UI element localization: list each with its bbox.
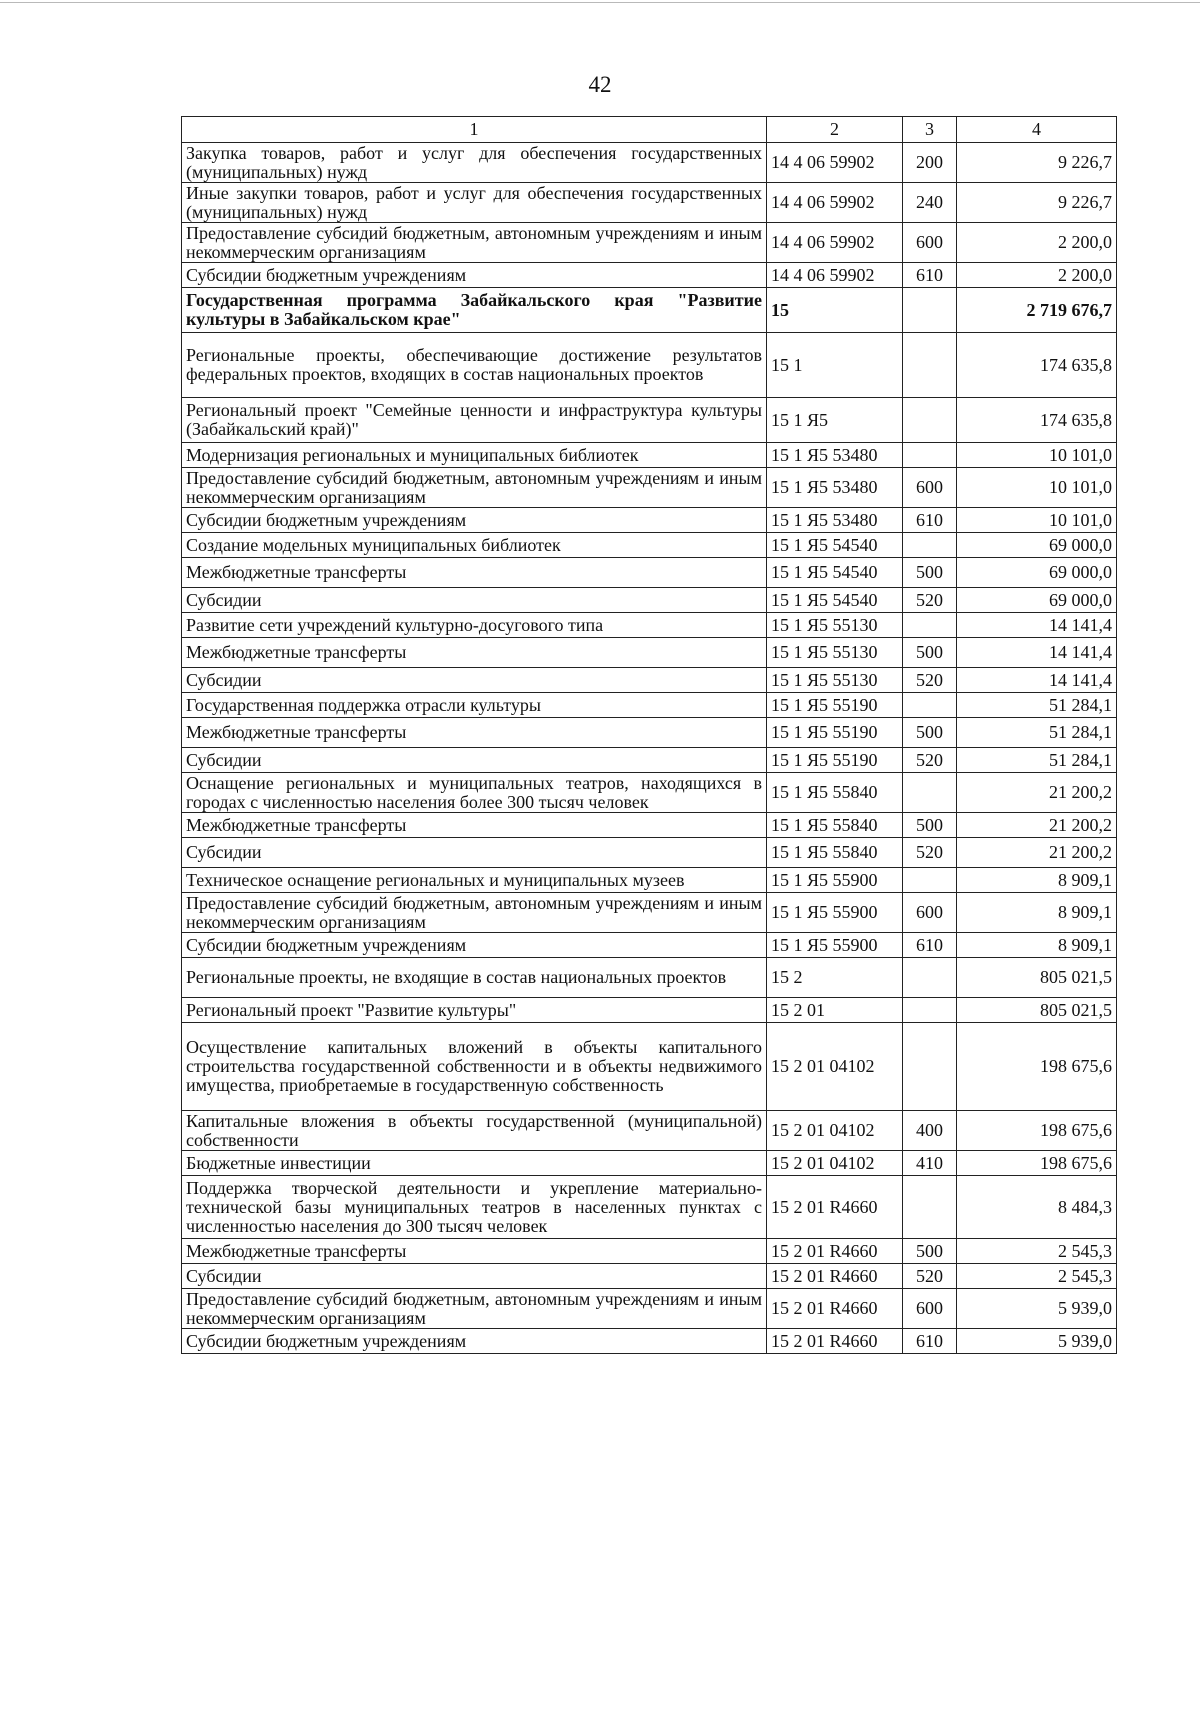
row-amount-cell: 51 284,1: [957, 718, 1117, 748]
row-expense-type-cell: 400: [903, 1111, 957, 1151]
row-code-cell: 15 1 Я5 55900: [767, 893, 903, 933]
row-name-cell: Создание модельных муниципальных библиотек: [182, 533, 767, 558]
row-code-cell: 15 2: [767, 958, 903, 998]
row-amount-cell: 174 635,8: [957, 333, 1117, 398]
table-row: [182, 718, 1117, 748]
table-row: [182, 1264, 1117, 1289]
row-amount-cell: 198 675,6: [957, 1151, 1117, 1176]
row-expense-type-cell: 520: [903, 668, 957, 693]
table-row: [182, 838, 1117, 868]
row-code-cell: 15 1 Я5 53480: [767, 508, 903, 533]
row-amount-cell: 10 101,0: [957, 508, 1117, 533]
row-name-cell: Предоставление субсидий бюджетным, автономным учреждениям и иным некоммерческим организациям: [182, 893, 767, 933]
row-expense-type-cell: 500: [903, 813, 957, 838]
table-row: [182, 1239, 1117, 1264]
row-code-cell: 15 2 01 R4660: [767, 1264, 903, 1289]
row-amount-cell: 5 939,0: [957, 1289, 1117, 1329]
row-code-cell: 15 2 01 04102: [767, 1023, 903, 1111]
row-name-cell: Субсидии: [182, 748, 767, 773]
row-code-cell: 15 1 Я5 55840: [767, 838, 903, 868]
row-name-cell: Техническое оснащение региональных и муниципальных музеев: [182, 868, 767, 893]
row-code-cell: 15 1 Я5 55130: [767, 638, 903, 668]
row-name-cell: Межбюджетные трансферты: [182, 638, 767, 668]
table-row: [182, 693, 1117, 718]
table-row: [182, 288, 1117, 333]
table-row: [182, 813, 1117, 838]
row-amount-cell: 9 226,7: [957, 143, 1117, 183]
row-code-cell: 15 1 Я5 55190: [767, 693, 903, 718]
table-header-row: [182, 117, 1117, 143]
row-name-cell: Осуществление капитальных вложений в объекты капитального строительства государственной собственности и в объекты недвижимого имущества, приобретаемые в государственную собственность: [182, 1023, 767, 1111]
row-code-cell: 15 1 Я5 54540: [767, 588, 903, 613]
row-code-cell: 14 4 06 59902: [767, 263, 903, 288]
row-code-cell: 15 1 Я5 55840: [767, 773, 903, 813]
row-expense-type-cell: 500: [903, 718, 957, 748]
row-name-cell: Региональный проект "Развитие культуры": [182, 998, 767, 1023]
table-row: [182, 613, 1117, 638]
row-expense-type-cell: [903, 288, 957, 333]
row-expense-type-cell: [903, 613, 957, 638]
table-row: [182, 668, 1117, 693]
table-row: [182, 868, 1117, 893]
row-expense-type-cell: 500: [903, 1239, 957, 1264]
row-amount-cell: 805 021,5: [957, 998, 1117, 1023]
row-name-cell: Субсидии: [182, 838, 767, 868]
table-row: [182, 143, 1117, 183]
row-name-cell: Иные закупки товаров, работ и услуг для обеспечения государственных (муниципальных) нужд: [182, 183, 767, 223]
row-amount-cell: 8 484,3: [957, 1176, 1117, 1239]
row-amount-cell: 51 284,1: [957, 748, 1117, 773]
table-row: [182, 183, 1117, 223]
row-amount-cell: 198 675,6: [957, 1023, 1117, 1111]
row-expense-type-cell: 520: [903, 748, 957, 773]
row-name-cell: Предоставление субсидий бюджетным, автономным учреждениям и иным некоммерческим организациям: [182, 1289, 767, 1329]
row-expense-type-cell: [903, 998, 957, 1023]
row-code-cell: 14 4 06 59902: [767, 223, 903, 263]
column-header-code: 2: [767, 117, 903, 143]
row-code-cell: 14 4 06 59902: [767, 183, 903, 223]
row-expense-type-cell: [903, 1023, 957, 1111]
row-name-cell: Региональные проекты, обеспечивающие достижение результатов федеральных проектов, входящих в состав национальных проектов: [182, 333, 767, 398]
row-expense-type-cell: 600: [903, 1289, 957, 1329]
row-amount-cell: 2 545,3: [957, 1264, 1117, 1289]
row-name-cell: Субсидии бюджетным учреждениям: [182, 1329, 767, 1354]
row-amount-cell: 174 635,8: [957, 398, 1117, 443]
row-expense-type-cell: [903, 333, 957, 398]
row-code-cell: 15 1 Я5 53480: [767, 443, 903, 468]
row-amount-cell: 10 101,0: [957, 468, 1117, 508]
table-row: [182, 263, 1117, 288]
row-expense-type-cell: 600: [903, 468, 957, 508]
row-amount-cell: 805 021,5: [957, 958, 1117, 998]
row-name-cell: Межбюджетные трансферты: [182, 1239, 767, 1264]
row-code-cell: 15 1 Я5 55130: [767, 668, 903, 693]
row-expense-type-cell: 610: [903, 508, 957, 533]
table-row: [182, 933, 1117, 958]
table-row: [182, 1151, 1117, 1176]
row-amount-cell: 8 909,1: [957, 933, 1117, 958]
row-code-cell: 15 1 Я5 53480: [767, 468, 903, 508]
table-row: [182, 468, 1117, 508]
row-amount-cell: 10 101,0: [957, 443, 1117, 468]
row-amount-cell: 9 226,7: [957, 183, 1117, 223]
row-expense-type-cell: 610: [903, 933, 957, 958]
table-row: [182, 998, 1117, 1023]
row-expense-type-cell: 500: [903, 558, 957, 588]
table-row: [182, 748, 1117, 773]
row-code-cell: 15 2 01 R4660: [767, 1176, 903, 1239]
row-name-cell: Субсидии бюджетным учреждениям: [182, 263, 767, 288]
row-name-cell: Предоставление субсидий бюджетным, автономным учреждениям и иным некоммерческим организациям: [182, 223, 767, 263]
row-code-cell: 15 1 Я5 55900: [767, 868, 903, 893]
row-code-cell: 15 1 Я5 55130: [767, 613, 903, 638]
row-name-cell: Субсидии: [182, 588, 767, 613]
row-code-cell: 15 2 01 R4660: [767, 1289, 903, 1329]
table-body: [182, 143, 1117, 1354]
table-row: [182, 588, 1117, 613]
row-amount-cell: 5 939,0: [957, 1329, 1117, 1354]
row-name-cell: Региональные проекты, не входящие в состав национальных проектов: [182, 958, 767, 998]
row-amount-cell: 51 284,1: [957, 693, 1117, 718]
row-expense-type-cell: 500: [903, 638, 957, 668]
row-amount-cell: 14 141,4: [957, 668, 1117, 693]
row-expense-type-cell: [903, 868, 957, 893]
row-amount-cell: 21 200,2: [957, 813, 1117, 838]
row-name-cell: Закупка товаров, работ и услуг для обеспечения государственных (муниципальных) нужд: [182, 143, 767, 183]
row-amount-cell: 8 909,1: [957, 893, 1117, 933]
row-code-cell: 15 2 01 04102: [767, 1151, 903, 1176]
row-code-cell: 15 2 01 04102: [767, 1111, 903, 1151]
row-expense-type-cell: 200: [903, 143, 957, 183]
row-amount-cell: 2 719 676,7: [957, 288, 1117, 333]
row-expense-type-cell: 610: [903, 263, 957, 288]
row-expense-type-cell: 520: [903, 1264, 957, 1289]
row-name-cell: Бюджетные инвестиции: [182, 1151, 767, 1176]
row-amount-cell: 2 200,0: [957, 223, 1117, 263]
row-amount-cell: 8 909,1: [957, 868, 1117, 893]
row-code-cell: 15 1 Я5 54540: [767, 558, 903, 588]
row-code-cell: 15: [767, 288, 903, 333]
row-code-cell: 15 1 Я5 55190: [767, 748, 903, 773]
row-code-cell: 15 1 Я5 55900: [767, 933, 903, 958]
row-name-cell: Субсидии: [182, 1264, 767, 1289]
table-row: [182, 893, 1117, 933]
table-row: [182, 773, 1117, 813]
row-name-cell: Государственная поддержка отрасли культуры: [182, 693, 767, 718]
row-code-cell: 15 1 Я5: [767, 398, 903, 443]
row-amount-cell: 2 545,3: [957, 1239, 1117, 1264]
row-amount-cell: 14 141,4: [957, 638, 1117, 668]
row-name-cell: Региональный проект "Семейные ценности и инфраструктура культуры (Забайкальский край)": [182, 398, 767, 443]
column-header-expense-type: 3: [903, 117, 957, 143]
row-code-cell: 15 1 Я5 55840: [767, 813, 903, 838]
row-code-cell: 15 1 Я5 55190: [767, 718, 903, 748]
row-name-cell: Субсидии бюджетным учреждениям: [182, 508, 767, 533]
row-expense-type-cell: [903, 533, 957, 558]
scan-top-edge-line: [0, 2, 1200, 3]
table-row: [182, 398, 1117, 443]
row-expense-type-cell: [903, 958, 957, 998]
row-code-cell: 15 2 01 R4660: [767, 1239, 903, 1264]
row-code-cell: 15 1: [767, 333, 903, 398]
table-row: [182, 1023, 1117, 1111]
row-expense-type-cell: 600: [903, 223, 957, 263]
row-amount-cell: 14 141,4: [957, 613, 1117, 638]
row-expense-type-cell: [903, 1176, 957, 1239]
row-expense-type-cell: 610: [903, 1329, 957, 1354]
table-row: [182, 638, 1117, 668]
row-name-cell: Межбюджетные трансферты: [182, 558, 767, 588]
row-expense-type-cell: 240: [903, 183, 957, 223]
row-name-cell: Развитие сети учреждений культурно-досугового типа: [182, 613, 767, 638]
table-row: [182, 1289, 1117, 1329]
row-expense-type-cell: 410: [903, 1151, 957, 1176]
row-name-cell: Государственная программа Забайкальского края "Развитие культуры в Забайкальском крае": [182, 288, 767, 333]
table-row: [182, 533, 1117, 558]
row-name-cell: Предоставление субсидий бюджетным, автономным учреждениям и иным некоммерческим организациям: [182, 468, 767, 508]
page-number: 42: [588, 72, 612, 97]
row-amount-cell: 69 000,0: [957, 558, 1117, 588]
row-expense-type-cell: [903, 443, 957, 468]
column-header-name: 1: [182, 117, 767, 143]
table-row: [182, 508, 1117, 533]
row-name-cell: Оснащение региональных и муниципальных театров, находящихся в городах с численностью населения более 300 тысяч человек: [182, 773, 767, 813]
row-amount-cell: 198 675,6: [957, 1111, 1117, 1151]
table-row: [182, 223, 1117, 263]
table-row: [182, 1111, 1117, 1151]
row-code-cell: 15 1 Я5 54540: [767, 533, 903, 558]
row-code-cell: 15 2 01 R4660: [767, 1329, 903, 1354]
row-expense-type-cell: [903, 773, 957, 813]
row-name-cell: Субсидии: [182, 668, 767, 693]
row-name-cell: Капитальные вложения в объекты государственной (муниципальной) собственности: [182, 1111, 767, 1151]
row-amount-cell: 21 200,2: [957, 773, 1117, 813]
table-row: [182, 958, 1117, 998]
table-row: [182, 558, 1117, 588]
row-expense-type-cell: 520: [903, 838, 957, 868]
table-row: [182, 1329, 1117, 1354]
column-header-amount: 4: [957, 117, 1117, 143]
row-name-cell: Межбюджетные трансферты: [182, 718, 767, 748]
row-expense-type-cell: 520: [903, 588, 957, 613]
row-amount-cell: 21 200,2: [957, 838, 1117, 868]
table-row: [182, 1176, 1117, 1239]
row-code-cell: 15 2 01: [767, 998, 903, 1023]
row-amount-cell: 69 000,0: [957, 533, 1117, 558]
row-name-cell: Поддержка творческой деятельности и укрепление материально-технической базы муниципальных театров в населенных пунктах с численностью населения до 300 тысяч человек: [182, 1176, 767, 1239]
row-expense-type-cell: [903, 693, 957, 718]
row-expense-type-cell: 600: [903, 893, 957, 933]
row-name-cell: Субсидии бюджетным учреждениям: [182, 933, 767, 958]
budget-table: [181, 116, 1117, 1354]
table-row: [182, 333, 1117, 398]
row-amount-cell: 2 200,0: [957, 263, 1117, 288]
row-name-cell: Модернизация региональных и муниципальных библиотек: [182, 443, 767, 468]
row-amount-cell: 69 000,0: [957, 588, 1117, 613]
row-code-cell: 14 4 06 59902: [767, 143, 903, 183]
row-expense-type-cell: [903, 398, 957, 443]
table-row: [182, 443, 1117, 468]
row-name-cell: Межбюджетные трансферты: [182, 813, 767, 838]
